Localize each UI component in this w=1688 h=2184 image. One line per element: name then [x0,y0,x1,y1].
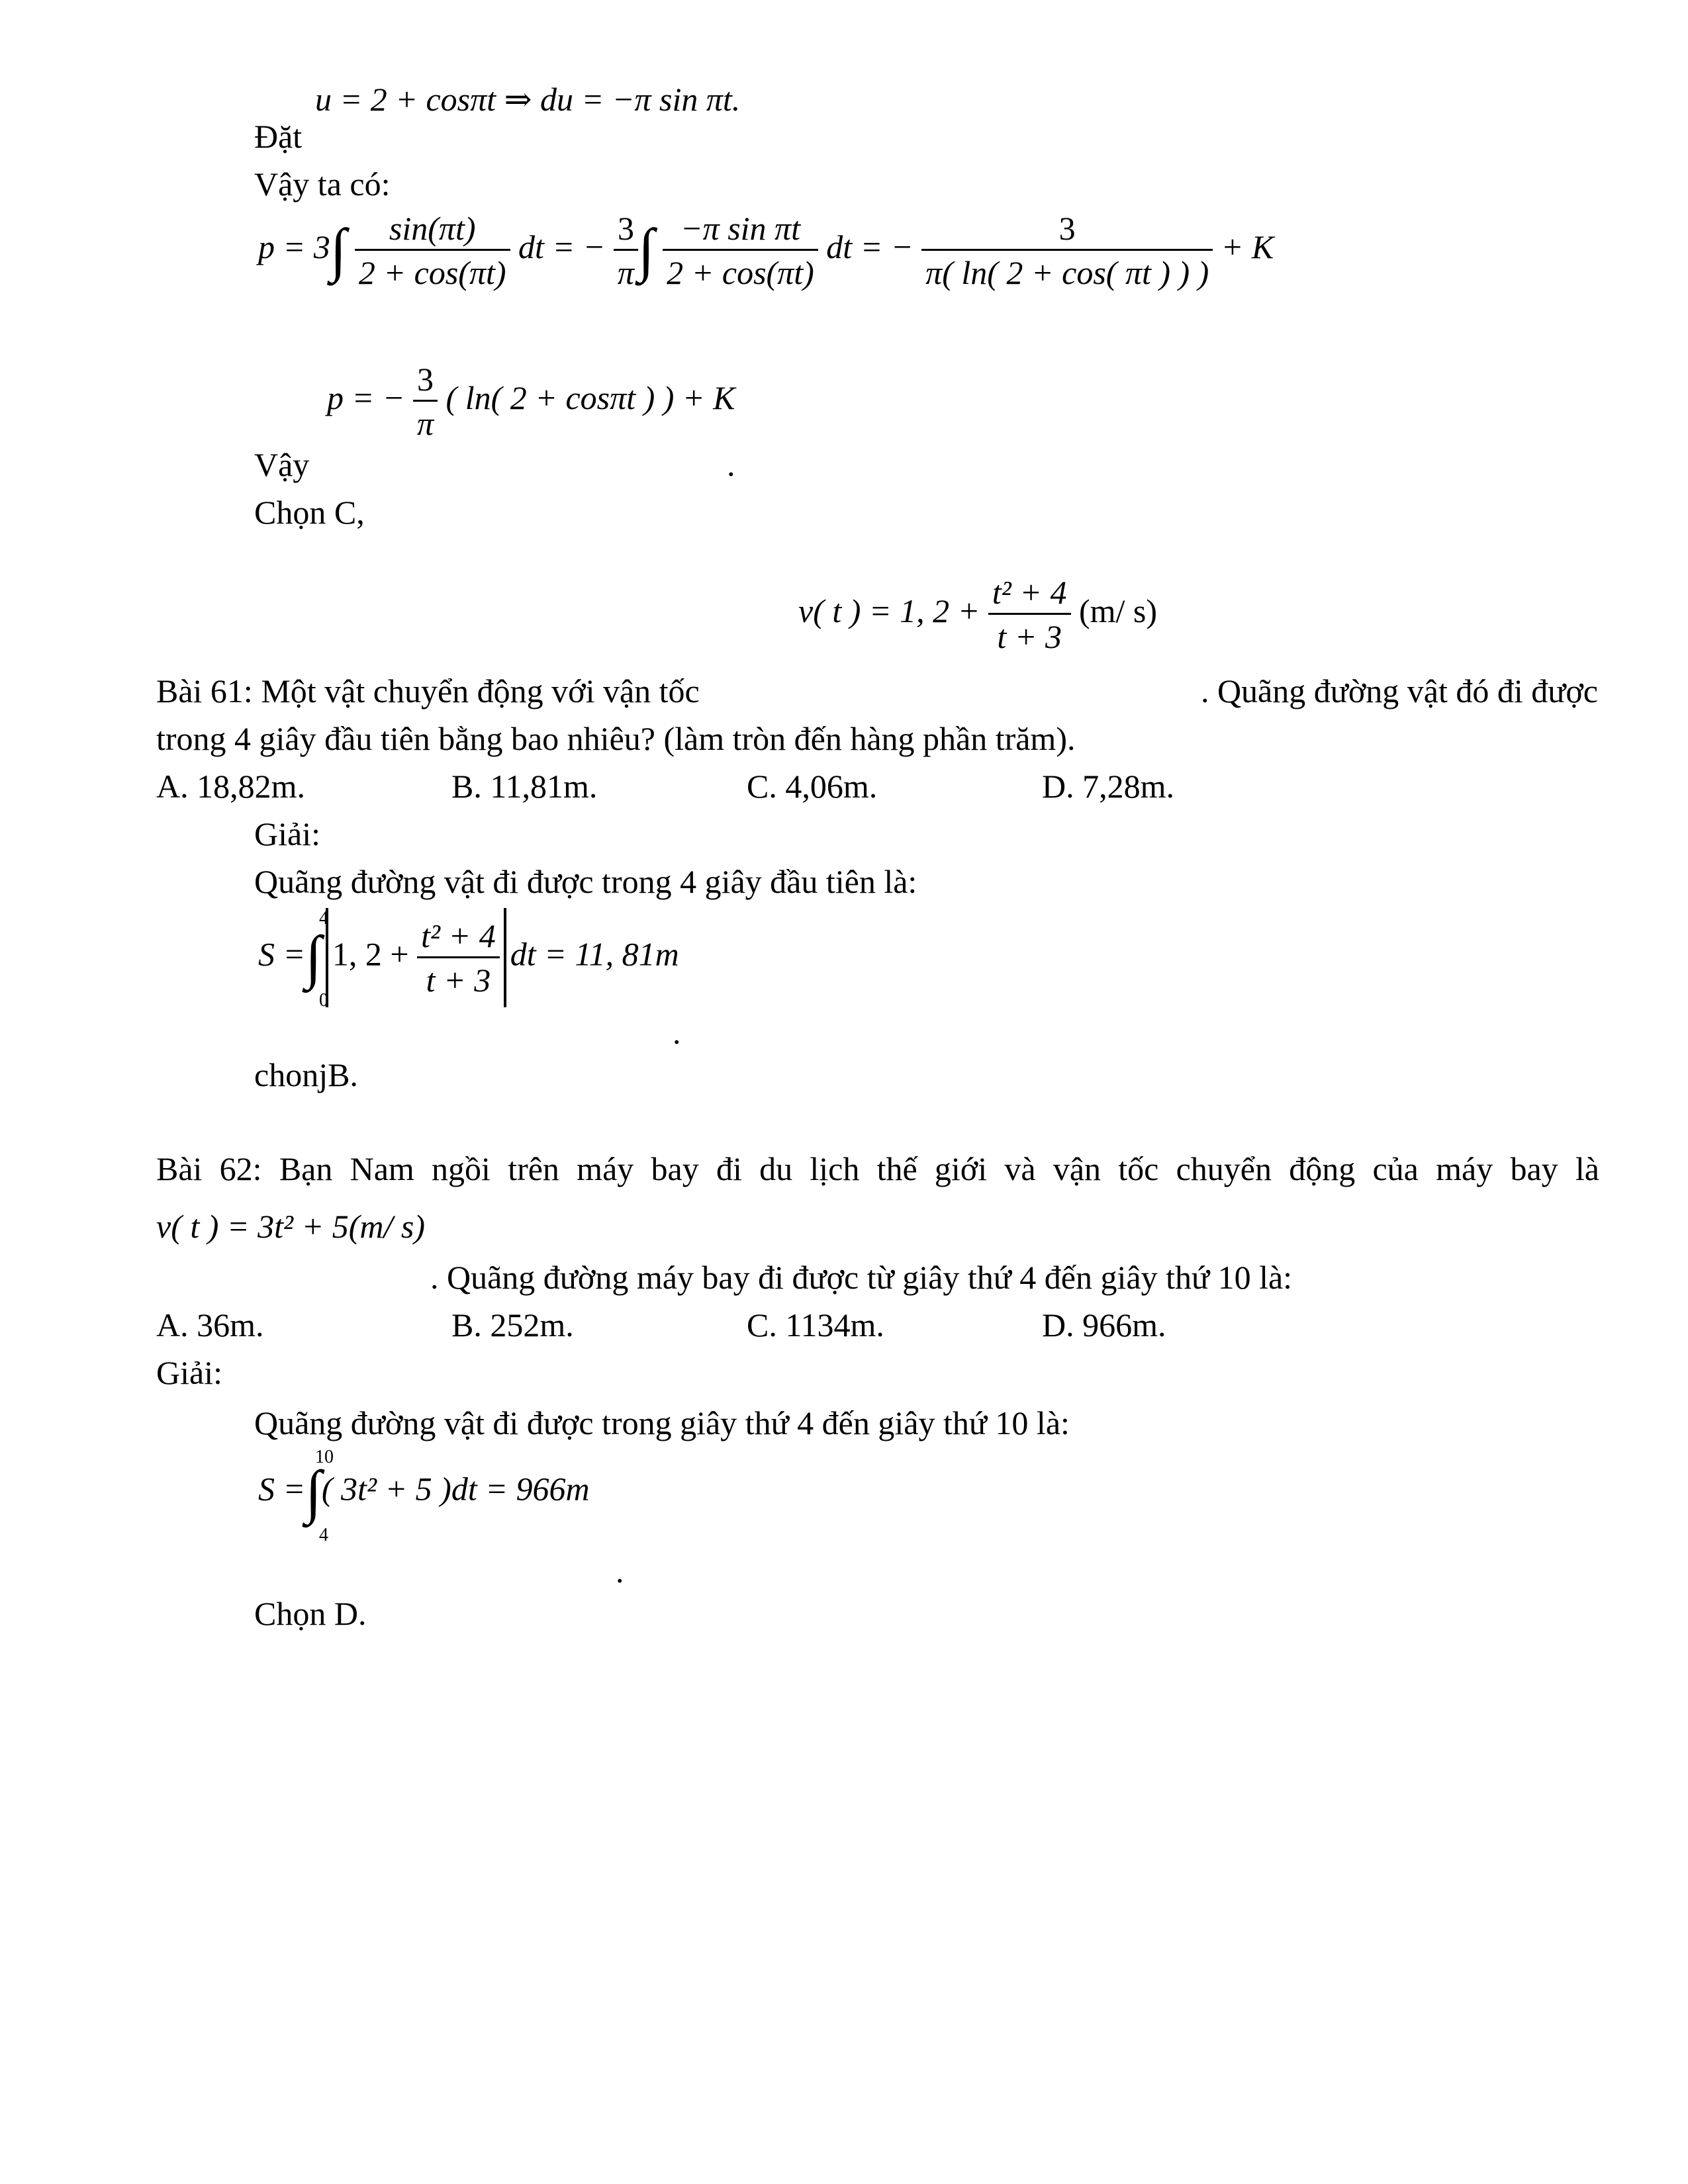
integrand-fraction-61: $\frac{\text{t² + 4}}{t + 3}$ [417,919,500,997]
velocity-fraction-61: $\frac{\text{t² + 4}}{t + 3}$ [988,576,1071,653]
integral-sign-61: ∫ [305,925,322,990]
trailing-dot-62: . [616,1553,624,1590]
integral-lower-limit-62: 4 [319,1525,328,1545]
bai61-option-a: A. 18,82m. [156,768,305,805]
fraction-negpi-sin: $\frac{\text{−π sin πt}}{2 + \cos(\pi t)}$ [663,212,818,289]
bai61-giai-label: Giải: [254,815,320,852]
p-integral-formula: p = 3∫ $\frac{\sin(\pi t)}{2 + \cos(\pi t)}$ dt = − $\frac{3}{\pi}$ ∫ $\frac{\text{−π sin πt}}{2 + \cos(\pi t)}$ dt = − $\frac{3}{\pi( \ln( 2 + \cos( \pi t ) ) )}$ + K [258,210,1274,291]
bai61-option-b: B. 11,81m. [451,768,598,805]
bai62-line1: Bài 62: Bạn Nam ngồi trên máy bay đi du lịch thế giới và vận tốc chuyển động của máy bay là [156,1150,1599,1187]
integral-upper-limit-62: 10 [315,1447,334,1467]
fraction-sin-over-cos: $\frac{\sin(\pi t)}{2 + \cos(\pi t)}$ [355,212,510,289]
abs-bar-right [504,908,506,1007]
bai62-line2: . Quãng đường máy bay đi được từ giây thứ 4 đến giây thứ 10 là: [430,1259,1293,1296]
velocity-formula-61: v( t ) = 1, 2 + $\frac{\text{t² + 4}}{t + 3}$ (m/ s) [798,574,1158,655]
vay-ta-co-label: Vậy ta có: [254,165,391,203]
bai61-option-c: C. 4,06m. [747,768,878,805]
dat-label: Đặt [254,118,303,155]
fraction-3-over-pi-ln: $\frac{3}{\pi( \ln( 2 + \cos( \pi t ) ) )}$ [921,212,1213,289]
fraction-3-over-pi-result: $\frac{3}{\pi}$ [413,363,438,440]
bai61-integral-formula: S =∫ 1, 2 + $\frac{\text{t² + 4}}{t + 3}$ dt = 11, 81m [258,908,679,1007]
bai61-chon-label: chonjB. [254,1056,358,1093]
bai61-solution-text: Quãng đường vật đi được trong 4 giây đầu tiên là: [254,863,917,900]
integral-upper-limit-61: 4 [319,908,328,929]
bai61-line1-start: Bài 61: Một vật chuyển động với vận tốc [156,672,700,709]
bai62-option-a: A. 36m. [156,1306,264,1343]
bai62-velocity-formula: v( t ) = 3t² + 5(m/ s) [156,1208,426,1245]
bai62-giai-label: Giải: [156,1354,222,1391]
bai61-option-d: D. 7,28m. [1042,768,1174,805]
trailing-dot-61: . [673,1014,681,1051]
substitution-formula: u = 2 + cosπt ⇒ du = −π sin πt. [315,81,741,118]
chon-c-label: Chọn C, [254,494,365,531]
trailing-dot: . [727,446,735,483]
bai62-solution-text: Quãng đường vật đi được trong giây thứ 4 đến giây thứ 10 là: [254,1404,1070,1441]
integral-sign-2: ∫ [637,217,655,283]
bai61-line2: trong 4 giây đầu tiên bằng bao nhiêu? (làm tròn đến hàng phần trăm). [156,720,1076,757]
integral-sign: ∫ [330,217,347,283]
bai62-chon-label: Chọn D. [254,1595,367,1632]
bai62-option-d: D. 966m. [1042,1306,1166,1343]
bai62-option-b: B. 252m. [451,1306,574,1343]
vay-label: Vậy [254,446,310,483]
bai62-option-c: C. 1134m. [747,1306,884,1343]
bai62-integral-formula: S =∫( 3t² + 5 )dt = 966m [258,1459,590,1525]
fraction-3-over-pi: $\frac{3}{\pi}$ [614,212,638,289]
p-result-formula: p = − $\frac{3}{\pi}$ ( ln( 2 + cosπt ) ) + K [327,361,735,442]
integral-lower-limit-61: 0 [319,990,328,1011]
bai61-line1-end: . Quãng đường vật đó đi được [1200,672,1598,709]
integral-sign-62: ∫ [305,1459,322,1525]
